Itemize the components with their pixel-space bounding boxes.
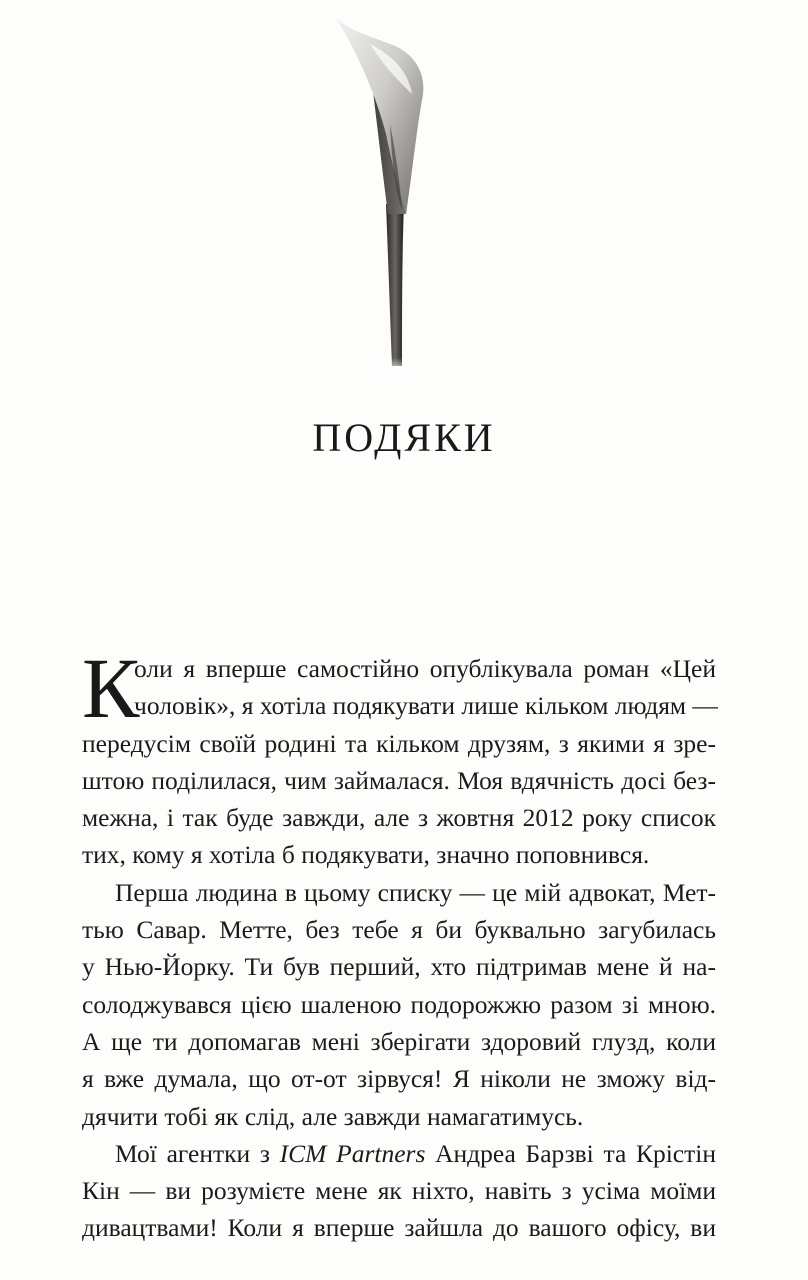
text-line: межна, і так буде завжди, але з жовтня 2012 року список [82, 803, 716, 833]
drop-cap: К [82, 640, 140, 736]
text-line: А ще ти допомагав мені зберігати здоровий глузд, коли [82, 1026, 716, 1056]
text-line: Перша людина в цьому списку — це мій адвокат, Мет- [115, 877, 716, 907]
body-text [82, 640, 718, 1247]
page-title: ПОДЯКИ [312, 415, 496, 460]
text-line: тью Савар. Метте, без тебе я би буквально загубилась [82, 915, 716, 945]
text-segment: Мої агентки з [115, 1138, 280, 1168]
text-line: штою поділилася, чим займалася. Моя вдячність досі без- [82, 765, 716, 795]
calla-lily-illustration [330, 14, 440, 374]
text-line: солоджувався цією шаленою подорожжю разом зі мною. [82, 989, 716, 1019]
text-segment: Андреа Барзві та Крістін [425, 1138, 717, 1168]
text-line: я вже думала, що от-от зірвуся! Я ніколи не зможу від- [82, 1064, 716, 1094]
text-line: оли я вперше самостійно опублікувала роман «Цей [134, 654, 716, 683]
text-line: у Нью-Йорку. Ти був перший, хто підтримав мене й на- [82, 952, 716, 982]
text-line: тих, кому я хотіла б подякувати, значно поповнився. [82, 840, 650, 870]
text-line [82, 1135, 716, 1172]
text-line: чоловік», я хотіла подякувати лише кільком людям — [134, 691, 718, 721]
text-line: дячити тобі як слід, але завжди намагатимусь. [82, 1101, 584, 1131]
text-line: передусім своїй родині та кільком друзям, з якими я зре- [82, 728, 716, 758]
agency-name: ICM Partners [279, 1138, 426, 1168]
text-line: дивацтвами! Коли я вперше зайшла до вашого офісу, ви [82, 1213, 716, 1243]
text-line: Кін — ви розумієте мене як ніхто, навіть з усіма моїми [82, 1176, 716, 1206]
